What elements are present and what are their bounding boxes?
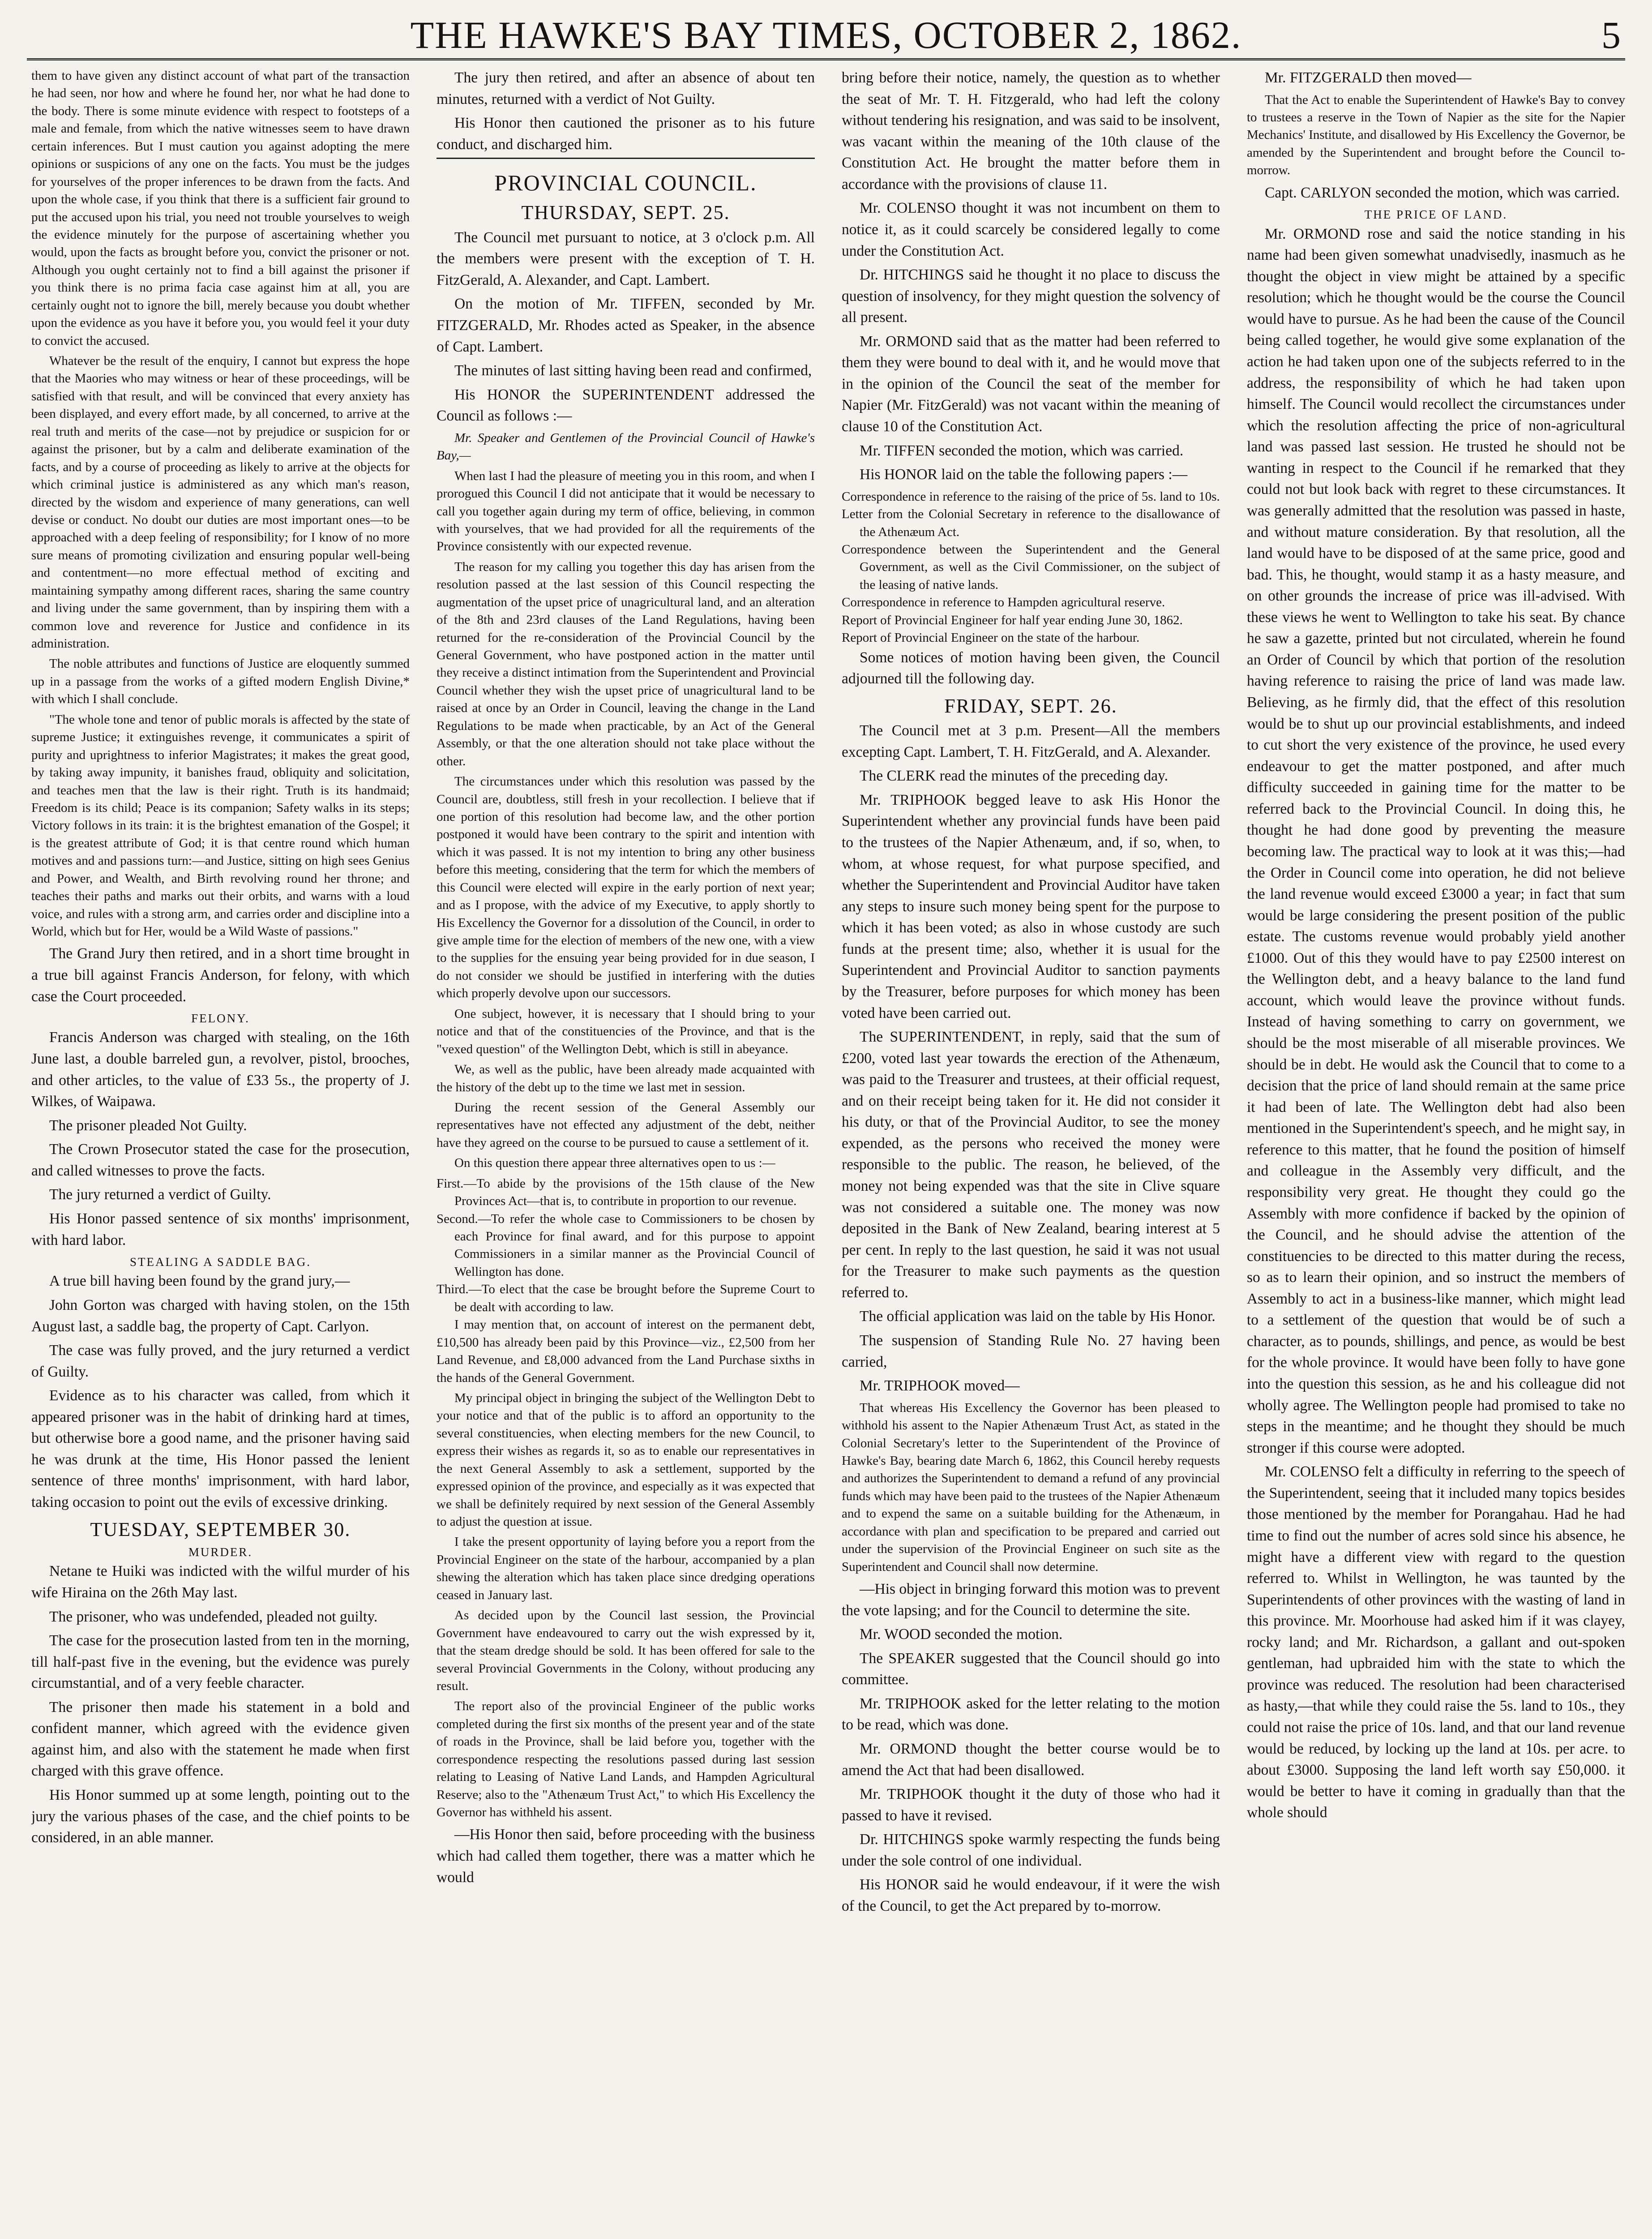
page-number: 5 [1601,13,1621,56]
paragraph: I may mention that, on account of interest on the permanent debt, £10,500 has already been paid by this Province—viz., £2,500 from her Land Revenue, and £8,000 advanced from the Land Purchase sixths in the hands of the General Government. [437,1317,815,1385]
paragraph: I take the present opportunity of laying before you a report from the Provincial Engineer on the state of the harbour, accompanied by a plan shewing the alteration which has taken place since dredging operations ceased in January last. [437,1535,815,1602]
paragraph: The prisoner pleaded Not Guilty. [49,1117,247,1134]
paragraph: Mr. ORMOND rose and said the notice standing in his name had been given somewhat unadvisedly, inasmuch as he thought the object in view might be attained by a specific resolution; which he thought would be the course the Council would have to pursue. As he had been the cause of the Council being called together, he would give some explanation of the action he had taken upon one of the subjects referred to in the address, the responsibility of which he had taken upon himself. The Council would recollect the circumstances under which the resolution affecting the price of non-agricultural land was passed last session. He trusted he should not be wanting in respect to the Council if he remarked that they could not but look back with regret to these circumstances. It was generally admitted that the resolution was passed in haste, and without mature consideration. By that resolution, all the land would have to be disposed of at the same price, good and bad. This, he thought, would stamp it as a hasty measure, and on other grounds the increase of price was ill-advised. With these views he went to Wellington to take his seat. By chance he saw a gazette, printed but not circulated, wherein he found an Order of Council by which that portion of the resolution having reference to raising the price of land was made law. Believing, as he firmly did, that the effect of this resolution would be to shut up our provincial establishments, and indeed to cut short the very existence of the province, he used every endeavour to get the matter postponed, and after much difficulty succeeded in gaining time for the matter to be referred back to the Provincial Council. In doing this, he thought he had done good by preventing the measure becoming law. The practical way to look at it was this;—had the Order in Council come into operation, he did not believe the land revenue would exceed £3000 a year; in fact that sum would be large considering the present position of the public estate. The customs revenue would probably yield another £1000. Out of this they would have to pay £2500 interest on the Wellington debt, and a heavy balance to the land fund account, which would leave the province without funds. Instead of having something to carry on government, we should be the most miserable of all miserable provinces. We should be in debt. He would ask the Council that to come to a decision that the price of land should remain at the same price it had been of late. The Wellington debt had also been mentioned in the Superintendent's speech, and he might say, in reference to this matter, that he found the position of himself and colleague in the Assembly very difficult, and the responsibility very great. He thought they could go the Assembly with more confidence if backed by the opinion of the Council, and he should advise the attention of the constituencies to be directed to this matter during the recess, so as to learn their opinion, and so instruct the members of Assembly to act in a business-like manner, which might lead to a settlement of the question that would be of such a character, as to pounds, shillings, and pence, as would be best for the whole province. It would have been folly to have gone into the question this session, as he and his colleague did not wholly agree. The Wellington people had promised to take no steps in the meantime; and he thought they should be much stronger if this course were adopted. [1247,225,1625,1456]
paragraph: The reason for my calling you together this day has arisen from the resolution passed at the last session of this Council respecting the augmentation of the upset price of unagricultural land, and an alteration of the 8th and 23rd clauses of the Land Regulations, having been returned for the re-consideration of the Provincial Council by the General Government, who have postponed action in the matter until they receive a distinct intimation from the Superintendent and Provincial Council whether they wish the upset price of unagricultural land to be raised at once by an Order in Council, leaving the change in the Land Regulations to be made when practicable, by an Act of the General Assembly, or that the one alteration should not take place without the other. [437,559,815,768]
paragraph: "The whole tone and tenor of public morals is affected by the state of supreme Justice; it extinguishes revenge, it communicates a spirit of purity and uprightness to inferior Magistrates; it makes the great good, by taking away impunity, it banishes fraud, obliquity and solicitation, and teaches men that the law is their right. Truth is its handmaid; Freedom is its child; Peace is its companion; Safety walks in its steps; Victory follows in its train: it is the brightest emanation of the Gospel; it is the greatest attribute of God; it is that centre round which human motives and and passions turn:—and Justice, sitting on high sees Genius and Power, and Wealth, and Birth revolving round her throne; and teaches their paths and marks out their orbits, and warns with a loud voice, and rules with a strong arm, and carries order and discipline into a World, which but for Her, would be a Wild Waste of passions." [31,712,410,939]
paragraph: The CLERK read the minutes of the preceding day. [860,768,1168,785]
paragraph: The Council met at 3 p.m. Present—All the members excepting Capt. Lambert, T. H. FitzGerald, and A. Alexander. [842,722,1220,760]
section-subheading: STEALING A SADDLE BAG. [129,1255,311,1269]
paragraph: The Grand Jury then retired, and in a short time brought in a true bill against Francis Anderson, for felony, with which case the Court proceeded. [31,945,410,1005]
paragraph: Mr. TRIPHOOK thought it the duty of those who had it passed to have it revised. [842,1786,1220,1824]
paragraph: Mr. ORMOND said that as the matter had been referred to them they were bound to deal with it, and he would move that in the opinion of the Council the seat of the member for Napier (Mr. FitzGerald) was not vacant within the meaning of clause 10 of the Constitution Act. [842,333,1220,435]
paragraph: The jury returned a verdict of Guilty. [49,1186,271,1203]
paragraph: Mr. WOOD seconded the motion. [860,1626,1063,1643]
paragraph: On the motion of Mr. TIFFEN, seconded by Mr. FITZGERALD, Mr. Rhodes acted as Speaker, in the absence of Capt. Lambert. [437,296,815,355]
paragraph: Mr. ORMOND thought the better course would be to amend the Act that had been disallowed. [842,1740,1220,1779]
paragraph: We, as well as the public, have been already made acquainted with the history of the debt up to the time we last met in session. [437,1062,815,1094]
paragraph: Mr. COLENSO thought it was not incumbent on them to notice it, as it could scarcely be considered legally to come under the Constitution Act. [842,200,1220,259]
masthead [27,9,1625,60]
list-item: First.—To abide by the provisions of the 15th clause of the New Provinces Act—that is, to contribute in proportion to our revenue. [437,1176,815,1209]
paragraph: His Honor summed up at some length, pointing out to the jury the various phases of the case, and the chief points to be considered, in an able manner. [31,1787,410,1846]
paragraph: Dr. HITCHINGS said he thought it no place to discuss the question of insolvency, for they might question the solvency of all present. [842,266,1220,326]
paragraph: The case was fully proved, and the jury returned a verdict of Guilty. [31,1342,410,1380]
section-heading: PROVINCIAL COUNCIL. [437,158,815,199]
paragraph: On this question there appear three alternatives open to us :— [454,1156,775,1171]
paragraph: —His Honor then said, before proceeding with the business which had called them together, there was a matter which he would [437,1826,815,1886]
column-4 [1247,67,1625,2239]
paragraph: His Honor then cautioned the prisoner as to his future conduct, and discharged him. [437,115,815,153]
section-subheading: THE PRICE OF LAND. [1364,208,1508,222]
list-item: Correspondence in reference to Hampden agricultural reserve. [842,595,1165,610]
list-item: Correspondence between the Superintendent and the General Government, as well as the Civil Commissioner, on the subject of the leasing of native lands. [842,542,1220,592]
list-item: Correspondence in reference to the raising of the price of 5s. land to 10s. [842,489,1220,504]
date-heading: THURSDAY, SEPT. 25. [521,202,730,224]
date-heading: FRIDAY, SEPT. 26. [944,695,1117,717]
paragraph: Capt. CARLYON seconded the motion, which was carried. [1265,184,1620,201]
paragraph: Whatever be the result of the enquiry, I cannot but express the hope that the Maories who may witness or hear of these proceedings, will be satisfied with that result, and will be convinced that every anxiety has been displayed, and every effort made, by all concerned, to arrive at the real truth and merits of the case—not by prejudice or suspicion for or against the prisoner, but by a calm and deliberate examination of the facts, and by a course of proceeding as likely to arrive at the objects for which criminal justice is administered as any which man's reason, directed by the wisdom and experience of many generations, can well devise or conduct. No doubt our duties are most important ones—to be approached with a deep feeling of responsibility; for I know of no more sure means of promoting civilization and ensuring popular well-being and contentment—no more effectual method of exciting and maintaining sympathy among different races, sharing the same country and living under the same government, than by inspiring them with a common love and reverence for Justice and confidence in its administration. [31,354,410,651]
list-item: Report of Provincial Engineer for half year ending June 30, 1862. [842,613,1183,627]
paragraph: One subject, however, it is necessary that I should bring to your notice and that of the constituencies of the Province, and that is the "vexed question" of the Wellington Debt, which is still in abeyance. [437,1006,815,1056]
paragraph: The official application was laid on the table by His Honor. [860,1308,1215,1325]
paragraph: My principal object in bringing the subject of the Wellington Debt to your notice and that of the public is to afford an opportunity to the several constituencies, when electing members for the new Council, to express their wishes as regards it, so as to enable our representatives in the next General Assembly to ask a settlement, supported by the expressed opinion of the province, and especially as it was expected that we shall be definitely required by next session of the General Assembly to adjust the question at issue. [437,1390,815,1529]
paragraph: Francis Anderson was charged with stealing, on the 16th June last, a double barreled gun, a revolver, pistol, brooches, and other articles, to the value of £33 5s., the property of J. Wilkes, of Waipawa. [31,1029,410,1110]
paragraph: Mr. Speaker and Gentlemen of the Provincial Council of Hawke's Bay,— [437,430,815,463]
paragraph: The circumstances under which this resolution was passed by the Council are, doubtless, still fresh in your recollection. I believe that if one portion of this resolution had become law, and the other portion postponed it would have been contrary to the spirit and intention with which it was passed. It is not my intention to bring any other business before this meeting, considering that the term for which the members of this Council were elected will expire in the early portion of next year; and as I propose, with the advice of my Executive, to apply shortly to His Excellency the Governor for a dissolution of the Council, in order to give ample time for the election of members of the new one, with a view to the supplies for the ensuing year being provided for in due season, I do not consider we should be justified in interfering with the duties which properly devolve upon our successors. [437,774,815,1001]
list-item: Third.—To elect that the case be brought before the Supreme Court to be dealt with according to law. [437,1282,815,1314]
paragraph: bring before their notice, namely, the question as to whether the seat of Mr. T. H. Fitzgerald, who had left the colony without tendering his resignation, and was said to be insolvent, was vacant within the meaning of the 10th clause of the Constitution Act. He brought the matter before them in accordance with the provisions of clause 11. [842,69,1220,193]
section-subheading: FELONY. [191,1012,250,1025]
paragraph: Mr. TRIPHOOK begged leave to ask His Honor the Superintendent whether any provincial funds have been paid to the trustees of the Napier Athenæum, and, if so, when, to whom, at whose request, for what purpose specified, and whether the Superintendent and Provincial Auditor have taken any steps to insure such money being spent for the purpose to which it has been voted; as also in whose custody are such funds at the present time; also, whether it is usual for the Superintendent and Provincial Auditor to sanction payments by the Treasurer, before purposes for which money has been voted have been carried out. [842,791,1220,1021]
paragraph: Mr. FITZGERALD then moved— [1265,69,1472,86]
paragraph: His HONOR laid on the table the following papers :— [860,466,1188,483]
column-1 [31,67,410,2239]
paragraph: Evidence as to his character was called, from which it appeared prisoner was in the habit of drinking hard at times, but otherwise bore a good name, and the prisoner having said he was drunk at the time, His Honor passed the lenient sentence of three months' imprisonment, with hard labor, taking occasion to point out the evils of excessive drinking. [31,1387,410,1511]
list-item: Report of Provincial Engineer on the state of the harbour. [842,631,1140,645]
paragraph: Mr. COLENSO felt a difficulty in referring to the speech of the Superintendent, seeing that it included many topics besides those mentioned by the member for Porangahau. Had he had time to find out the number of acres sold since his absence, he might have a different view with regard to the question referred to. Whilst in Wellington, he was taunted by the Superintendents of other provinces with the wasting of land in this province. Mr. Moorhouse had asked him if it was clayey, rocky land; and Mr. Richardson, a gallant and out-spoken gentleman, had upbraided him with the state to which the province was reduced. The resolution had been characterised as hasty,—that while they could raise the 5s. land to 10s., they could not raise the price of 10s. land, and that our land revenue would be reduced, by locking up the land at 10s. per acre. to about £3000. Supposing the land left worth say £50,000. it would be better to have it coming in gradually than that the whole should [1247,1463,1625,1821]
paragraph: The Council met pursuant to notice, at 3 o'clock p.m. All the members were present with the exception of T. H. FitzGerald, A. Alexander, and Capt. Lambert. [437,229,815,288]
paragraph: The report also of the provincial Engineer of the public works completed during the first six months of the present year and of the state of roads in the Province, shall be laid before you, together with the correspondence respecting the resolutions passed during last session relating to Leasing of Native Land Lands, and Hampden Agricultural Reserve; also to the "Athenæum Trust Act," to which His Excellency the Governor has withheld his assent. [437,1699,815,1820]
paragraph: Dr. HITCHINGS spoke warmly respecting the funds being under the sole control of one individual. [842,1831,1220,1869]
paragraph: The noble attributes and functions of Justice are eloquently summed up in a passage from the works of a gifted modern English Divine,* with which I shall conclude. [31,656,410,707]
paragraph: The prisoner, who was undefended, pleaded not guilty. [49,1608,378,1625]
column-3 [842,67,1220,2239]
paragraph: The minutes of last sitting having been read and confirmed, [454,362,812,379]
paragraph: The suspension of Standing Rule No. 27 having been carried, [842,1332,1220,1370]
paragraph: The prisoner then made his statement in a bold and confident manner, which agreed with the evidence given against him, and also with the statement he made when first charged with this grave offence. [31,1699,410,1780]
paragraph: During the recent session of the General Assembly our representatives have not effected any adjustment of the debt, neither have they agreed on the course to be pursued to cause a settlement of it. [437,1100,815,1150]
paragraph: When last I had the pleasure of meeting you in this room, and when I prorogued this Council I did not anticipate that it would be necessary to call you together again during my term of office, believing, in common with yourselves, that we had provided for all the requirements of the Province consistently with our expected revenue. [437,468,815,554]
paragraph: John Gorton was charged with having stolen, on the 15th August last, a saddle bag, the property of Capt. Carlyon. [31,1296,410,1335]
paragraph: Mr. TRIPHOOK asked for the letter relating to the motion to be read, which was done. [842,1695,1220,1733]
paragraph: Netane te Huiki was indicted with the wilful murder of his wife Hiraina on the 26th May last. [31,1563,410,1601]
paragraph: His HONOR the SUPERINTENDENT addressed the Council as follows :— [437,386,815,425]
paragraph: The Crown Prosecutor stated the case for the prosecution, and called witnesses to prove the facts. [31,1141,410,1179]
list-item: Letter from the Colonial Secretary in reference to the disallowance of the Athenæum Act. [842,507,1220,539]
paragraph: A true bill having been found by the grand jury,— [49,1273,350,1290]
paragraph: —His object in bringing forward this motion was to prevent the vote lapsing; and for the Council to determine the site. [842,1581,1220,1619]
paragraph: As decided upon by the Council last session, the Provincial Government have endeavoured to carry out the wish expressed by it, that the steam dredge should be sold. It has been offered for sale to the several Provincial Governments in the Colony, without producing any result. [437,1608,815,1693]
paragraph: The case for the prosecution lasted from ten in the morning, till half-past five in the evening, but the evidence was purely circumstantial, and of a very feeble character. [31,1632,410,1692]
paragraph: Mr. TRIPHOOK moved— [860,1377,1020,1394]
column-2 [437,67,815,2239]
paragraph: them to have given any distinct account of what part of the transaction he had seen, nor how and where he found her, nor what he had done to the body. There is some minute evidence with respect to footsteps of a male and female, from which the native witnesses seem to have drawn certain inferences. But I must caution you against adopting the mere opinions or suspicions of any one on the facts. You must be the judges for yourselves of the proper inferences to be drawn from the facts. And upon the whole case, if you think that there is a sufficient fair ground to put the accused upon his trial, you need not trouble yourselves to weigh the evidence minutely for the purpose of ascertaining whether you would, upon the facts as brought before you, convict the prisoner or not. Although you ought certainly not to find a bill against the prisoner if you think there is no prima facia case against him at all, you are certainly ought not to ignore the bill, merely because you doubt whether upon the evidence as you have it before you, you would feel it your duty to convict the accused. [31,69,410,348]
paragraph: His Honor passed sentence of six months' imprisonment, with hard labor. [31,1210,410,1248]
date-heading: TUESDAY, SEPTEMBER 30. [90,1518,351,1540]
paragraph: The SPEAKER suggested that the Council should go into committee. [842,1650,1220,1688]
paragraph: The SUPERINTENDENT, in reply, said that the sum of £200, voted last year towards the erection of the Athenæum, was paid to the Treasurer and trustees, at their official request, and on their receipt being taken for it. He did not consider it his duty, or that of the Provincial Auditor, to see the money expended, as the persons who received the money were responsible to the public. The reason, he believed, of the money not being expended was that the site in Clive square was not considered a suitable one. The money was now deposited in the Bank of New Zealand, bearing interest at 5 per cent. In reply to the last question, he said it was not usual for the Treasurer to make such payments as the question referred to. [842,1029,1220,1301]
list-item: Second.—To refer the whole case to Commissioners to be chosen by each Province for final award, and for this purpose to appoint Commissioners in a similar manner as the Provincial Council of Wellington has done. [437,1211,815,1279]
paragraph: That the Act to enable the Superintendent of Hawke's Bay to convey to trustees a reserve in the Town of Napier as the site for the Napier Mechanics' Institute, and disallowed by His Excellency the Governor, be amended by the Superintendent and brought before the Council to-morrow. [1247,92,1625,178]
paragraph: Some notices of motion having been given, the Council adjourned till the following day. [842,649,1220,687]
paragraph: The jury then retired, and after an absence of about ten minutes, returned with a verdict of Not Guilty. [437,69,815,107]
paragraph: His HONOR said he would endeavour, if it were the wish of the Council, to get the Act prepared by to-morrow. [842,1876,1220,1914]
paragraph: That whereas His Excellency the Governor has been pleased to withhold his assent to the Napier Athenæum Trust Act, as stated in the Colonial Secretary's letter to the Superintendent of the Province of Hawke's Bay, bearing date March 6, 1862, this Council hereby requests and authorizes the Superintendent to demand a refund of any provincial funds which may have been paid to the trustees of the Napier Athenæum and to expend the same on a suitable building for the Athenæum, in accordance with plan and specification to be prepared and carried out under the supervision of the Provincial Engineer on such site as the Superintendent and Council shall now determine. [842,1400,1220,1574]
newspaper-title: THE HAWKE'S BAY TIMES, OCTOBER 2, 1862. [410,13,1242,56]
paragraph: Mr. TIFFEN seconded the motion, which was carried. [860,442,1184,459]
section-subheading: MURDER. [188,1545,253,1559]
article-columns [31,67,1625,2239]
